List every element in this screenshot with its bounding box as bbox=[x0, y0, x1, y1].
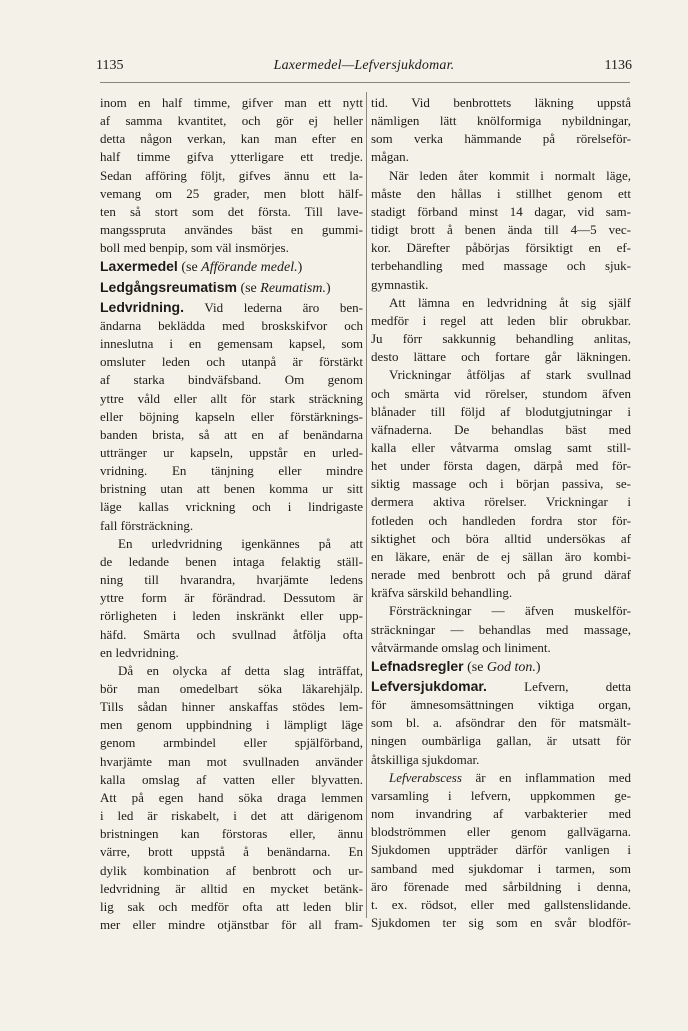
text-line: bristning utan att benen komma ur sitt bbox=[100, 481, 363, 497]
text-line: äro förenade med sårbildning i denna, bbox=[371, 878, 631, 894]
text-line: väfnaderna. De behandlas bäst med bbox=[371, 421, 631, 437]
text-line: som bl. a. afsöndrar den för matsmält- bbox=[371, 715, 631, 731]
left-column bbox=[100, 94, 363, 934]
header-rule bbox=[100, 82, 630, 83]
text-line: yttre våld eller allt för stark sträckning bbox=[100, 390, 363, 406]
text-line: de ledande benen intaga felaktig ställ- bbox=[100, 553, 363, 569]
text-line: inneslutna i en gemensam kapsel, som bbox=[100, 336, 363, 352]
text-line: eller böjning kapseln eller förstärknings- bbox=[100, 408, 363, 424]
text-line: half timme gifva ytterligare ett tredje. bbox=[100, 149, 363, 165]
text-line: af samma kvantitet, och gör ej heller bbox=[100, 113, 363, 129]
text-line: banden brista, så att en af benändarna bbox=[100, 426, 363, 442]
text-line: terbehandling med massage och sjuk- bbox=[371, 258, 631, 274]
paragraph bbox=[371, 167, 631, 294]
text-line: vridning. En tänjning eller mindre bbox=[100, 463, 363, 479]
text-line: Försträckningar — äfven muskelför- bbox=[389, 603, 631, 619]
text-line: blodströmmen eller genom gallvägarna. bbox=[371, 824, 631, 840]
paragraph bbox=[100, 94, 363, 257]
text-line: Sedan afföring följt, gifves ännu ett la- bbox=[100, 167, 363, 183]
text-line: Tills sådan hinner anskaffas stödes lem- bbox=[100, 699, 363, 715]
text-line: En urledvridning igenkännes på att bbox=[118, 535, 363, 551]
text-line: af starka bindväfsband. Om genom bbox=[100, 372, 363, 388]
text-line: våtvärmande omslag och liniment. bbox=[371, 639, 551, 655]
text-line: Ledvridning. Vid lederna äro ben- bbox=[100, 298, 363, 315]
text-line: nom invandring af varbakterier med bbox=[371, 806, 631, 822]
text-line: dylik kombination af benbrott och ur- bbox=[100, 862, 363, 878]
text-line: Vrickningar åtföljas af stark svullnad bbox=[389, 367, 631, 383]
text-line: hvarjämte man mot svullnaden använder bbox=[100, 753, 363, 769]
column-divider bbox=[366, 92, 367, 918]
paragraph bbox=[371, 602, 631, 656]
cross-reference: (se Afförande medel.) bbox=[181, 260, 303, 276]
italic-term: Lefverabscess bbox=[389, 769, 462, 785]
text-line: för ämnesomsättningen viktiga organ, bbox=[371, 697, 631, 713]
text-line: siktighet och böra alltid undersökas af bbox=[371, 530, 631, 546]
paragraph bbox=[100, 535, 363, 662]
text-line: uttränger ur kapseln, uppstår en urled- bbox=[100, 444, 363, 460]
text-line: varsamling i lefvern, uppkommen ge- bbox=[371, 787, 631, 803]
text-line: fall försträckning. bbox=[100, 517, 194, 533]
text-line: blånader till följd af blodutgjutningar i bbox=[371, 403, 631, 419]
text-line: stadigt förband minst 14 dagar, vid sam- bbox=[371, 203, 631, 219]
text-line: häfd. Smärta och svullnad åtfölja ofta bbox=[100, 626, 363, 642]
text-line: kräfva särskild behandling. bbox=[371, 585, 513, 601]
paragraph bbox=[371, 94, 631, 167]
entry-headword: Laxermedel bbox=[100, 258, 178, 275]
text-line: yttre form är förändrad. Dessutom är bbox=[100, 590, 363, 606]
text-line: Sjukdomen uppträder därför vanligen i bbox=[371, 842, 631, 858]
text-line: sträckningar — behandlas med massage, bbox=[371, 621, 631, 637]
paragraph bbox=[371, 294, 631, 367]
text-line: tid. Vid benbrottets läkning uppstå bbox=[371, 95, 631, 110]
text-line: omsluter leden och utanpå är förstärkt bbox=[100, 354, 363, 370]
paragraph bbox=[371, 769, 631, 932]
right-column bbox=[371, 94, 631, 932]
text-line: Sjukdomen ter sig som en svår blodför- bbox=[371, 915, 631, 931]
text-line: i led är riskabelt, i det att därigenom bbox=[100, 808, 363, 824]
text-line: ning till hvarandra, hvarjämte ledens bbox=[100, 572, 363, 588]
text-line: nerade med benbrott och på grund däraf bbox=[371, 567, 631, 583]
text-line: värre, brott uppstå å benändarna. En bbox=[100, 844, 363, 860]
text-line: ändarna beklädda med broskskifvor och bbox=[100, 317, 363, 333]
text-line: en läkare, enär de ej sällan äro kombi- bbox=[371, 548, 631, 564]
text-line: nämligen lätt knölformiga nybildningar, bbox=[371, 113, 631, 129]
text-line: bristningen kan förstoras eller, ännu bbox=[100, 826, 363, 842]
text-line: måste den hållas i stillhet genom ett bbox=[371, 185, 631, 201]
text-line: Lefverabscess är en inflammation med bbox=[389, 769, 631, 785]
entry-lefnadsregler bbox=[371, 657, 631, 677]
page-header bbox=[96, 58, 632, 80]
text-line: en ledvridning. bbox=[100, 644, 179, 660]
entry-headword: Ledvridning. bbox=[100, 298, 184, 315]
text-line: åtskilliga sjukdomar. bbox=[371, 751, 480, 767]
text-line: inom en half timme, gifver man ett nytt bbox=[100, 95, 363, 110]
text-line: ningen oumbärliga gallan, är utsatt för bbox=[371, 733, 631, 749]
text-line: och smärta vid rörelser, stundom äfven bbox=[371, 385, 631, 401]
entry-lefversjukdomar bbox=[371, 677, 631, 769]
text-line: mågan. bbox=[371, 149, 409, 165]
page-number-right: 1136 bbox=[604, 58, 632, 73]
page-number-left: 1135 bbox=[96, 58, 124, 73]
text-line: genom armbindel eller spjälförband, bbox=[100, 735, 363, 751]
text-line: samband med sjukdomar i tarmen, som bbox=[371, 860, 631, 876]
entry-laxermedel bbox=[100, 257, 363, 277]
text-line: Då en olycka af detta slag inträffat, bbox=[118, 662, 363, 678]
text-line: rörligheten i leden inskränkt eller upp- bbox=[100, 608, 363, 624]
entry-ledvridning bbox=[100, 298, 363, 535]
paragraph bbox=[100, 662, 363, 934]
text-line: fotleden och handleden fordra stor för- bbox=[371, 512, 631, 528]
cross-reference: (se Reumatism.) bbox=[240, 280, 331, 296]
entry-headword: Ledgångsreumatism bbox=[100, 278, 237, 295]
running-title: Laxermedel—Lefversjukdomar. bbox=[273, 58, 455, 73]
text-line: ledvridning är alltid en mycket betänk- bbox=[100, 880, 363, 896]
text-line: bör man omedelbart söka läkarehjälp. bbox=[100, 681, 363, 696]
text-line: mer eller mindre otjänstbar för all fram- bbox=[100, 917, 363, 933]
text-line: kor. Därefter påbörjas försiktigt en ef- bbox=[371, 240, 631, 256]
text-line: men genom uppbindning i lämpligt läge bbox=[100, 717, 363, 733]
text-line: detta någon verkan, kan man efter en bbox=[100, 131, 363, 147]
text-line: lig sak och medför ofta att leden blir bbox=[100, 898, 363, 914]
text-line: Att på egen hand söka draga lemmen bbox=[100, 789, 363, 805]
text-line: t. ex. rödsot, eller med gallstenslidande. bbox=[371, 896, 631, 912]
text-line: gymnastik. bbox=[371, 276, 429, 292]
text-line: medför i regel att leden blir obrukbar. bbox=[371, 312, 631, 328]
text-line: som verka hämmande på rörelseför- bbox=[371, 131, 631, 147]
text-line: vemang om 25 grader, men blott hälf- bbox=[100, 185, 363, 201]
text-line: läge kallas vrickning och i lindrigaste bbox=[100, 499, 363, 515]
text-line: kalla eller våtvarma omslag samt still- bbox=[371, 439, 631, 455]
entry-headword: Lefnadsregler bbox=[371, 657, 464, 674]
text-line: Att lämna en ledvridning åt sig själf bbox=[389, 294, 631, 310]
text-line: ten så stort som det första. Till lave- bbox=[100, 203, 363, 219]
text-line: kalla omslag af vatten eller blyvatten. bbox=[100, 771, 363, 787]
text-line: Ju förr sakkunnig behandling anlitas, bbox=[371, 331, 631, 347]
text-line: siktig massage och i början passiva, se- bbox=[371, 476, 631, 492]
text-line: desto lättare och fortare går läkningen. bbox=[371, 349, 631, 365]
text-line: boll med benpip, som väl insmörjes. bbox=[100, 240, 289, 256]
cross-reference: (se God ton.) bbox=[467, 659, 541, 675]
paragraph bbox=[371, 366, 631, 602]
text-line: dermera aktiva rörelser. Vrickningar i bbox=[371, 494, 631, 510]
text-line: Lefversjukdomar. Lefvern, detta bbox=[371, 678, 631, 694]
entry-ledgangsreumatism bbox=[100, 278, 363, 298]
text-line: När leden åter kommit i normalt läge, bbox=[389, 167, 631, 183]
entry-headword: Lefversjukdomar. bbox=[371, 678, 487, 694]
text-line: tidigt brott å benen ända till 4—5 vec- bbox=[371, 222, 631, 238]
text-line: mangsspruta användes bäst en gummi- bbox=[100, 222, 363, 238]
text-line: het under första dagen, därpå med för- bbox=[371, 458, 631, 474]
